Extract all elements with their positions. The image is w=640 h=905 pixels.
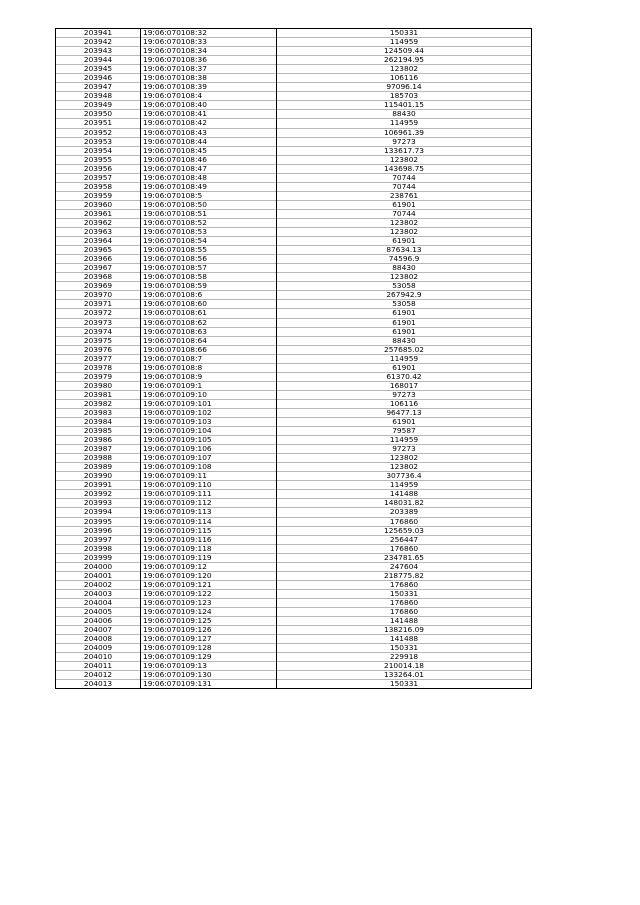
row-timestamp-cell: 19:06:070109:13 bbox=[141, 662, 277, 671]
row-id-cell: 203971 bbox=[56, 300, 141, 309]
row-id-cell: 204005 bbox=[56, 608, 141, 617]
row-timestamp-cell: 19:06:070108:39 bbox=[141, 83, 277, 92]
row-value-cell: 307736.4 bbox=[277, 472, 532, 481]
row-timestamp-cell: 19:06:070108:51 bbox=[141, 209, 277, 218]
row-id-cell: 203978 bbox=[56, 363, 141, 372]
table-row bbox=[56, 209, 532, 218]
row-value-cell: 106116 bbox=[277, 74, 532, 83]
row-id-cell: 203949 bbox=[56, 101, 141, 110]
row-id-cell: 204001 bbox=[56, 571, 141, 580]
row-value-cell: 176860 bbox=[277, 544, 532, 553]
row-value-cell: 79587 bbox=[277, 427, 532, 436]
row-value-cell: 267942.9 bbox=[277, 291, 532, 300]
row-timestamp-cell: 19:06:070109:126 bbox=[141, 626, 277, 635]
row-value-cell: 123802 bbox=[277, 218, 532, 227]
table-row bbox=[56, 137, 532, 146]
row-value-cell: 262194.95 bbox=[277, 56, 532, 65]
row-id-cell: 204003 bbox=[56, 589, 141, 598]
row-timestamp-cell: 19:06:070109:105 bbox=[141, 436, 277, 445]
row-value-cell: 70744 bbox=[277, 173, 532, 182]
row-timestamp-cell: 19:06:070109:118 bbox=[141, 544, 277, 553]
row-id-cell: 203946 bbox=[56, 74, 141, 83]
row-timestamp-cell: 19:06:070109:116 bbox=[141, 535, 277, 544]
row-id-cell: 203955 bbox=[56, 155, 141, 164]
table-row bbox=[56, 218, 532, 227]
row-value-cell: 148031.82 bbox=[277, 499, 532, 508]
row-id-cell: 203948 bbox=[56, 92, 141, 101]
row-timestamp-cell: 19:06:070108:58 bbox=[141, 273, 277, 282]
row-timestamp-cell: 19:06:070108:7 bbox=[141, 354, 277, 363]
row-value-cell: 106961.39 bbox=[277, 128, 532, 137]
row-id-cell: 203957 bbox=[56, 173, 141, 182]
table-row bbox=[56, 436, 532, 445]
row-timestamp-cell: 19:06:070109:114 bbox=[141, 517, 277, 526]
row-value-cell: 176860 bbox=[277, 608, 532, 617]
table-row bbox=[56, 74, 532, 83]
row-value-cell: 97273 bbox=[277, 137, 532, 146]
row-value-cell: 123802 bbox=[277, 155, 532, 164]
row-timestamp-cell: 19:06:070108:52 bbox=[141, 218, 277, 227]
table-row bbox=[56, 164, 532, 173]
row-id-cell: 203954 bbox=[56, 146, 141, 155]
row-value-cell: 88430 bbox=[277, 336, 532, 345]
table-row bbox=[56, 255, 532, 264]
row-timestamp-cell: 19:06:070108:60 bbox=[141, 300, 277, 309]
table-row bbox=[56, 228, 532, 237]
row-timestamp-cell: 19:06:070108:42 bbox=[141, 119, 277, 128]
row-timestamp-cell: 19:06:070109:104 bbox=[141, 427, 277, 436]
row-timestamp-cell: 19:06:070108:47 bbox=[141, 164, 277, 173]
row-id-cell: 203970 bbox=[56, 291, 141, 300]
table-row bbox=[56, 481, 532, 490]
table-row bbox=[56, 246, 532, 255]
row-value-cell: 141488 bbox=[277, 617, 532, 626]
row-id-cell: 203998 bbox=[56, 544, 141, 553]
row-timestamp-cell: 19:06:070109:108 bbox=[141, 463, 277, 472]
data-table bbox=[55, 28, 532, 689]
table-row bbox=[56, 237, 532, 246]
row-id-cell: 203972 bbox=[56, 309, 141, 318]
row-id-cell: 203951 bbox=[56, 119, 141, 128]
row-id-cell: 203953 bbox=[56, 137, 141, 146]
table-row bbox=[56, 580, 532, 589]
row-timestamp-cell: 19:06:070108:57 bbox=[141, 264, 277, 273]
row-value-cell: 114959 bbox=[277, 436, 532, 445]
row-timestamp-cell: 19:06:070108:37 bbox=[141, 65, 277, 74]
row-id-cell: 203983 bbox=[56, 408, 141, 417]
row-timestamp-cell: 19:06:070108:48 bbox=[141, 173, 277, 182]
table-row bbox=[56, 363, 532, 372]
table-row bbox=[56, 399, 532, 408]
row-id-cell: 204000 bbox=[56, 562, 141, 571]
row-timestamp-cell: 19:06:070109:107 bbox=[141, 454, 277, 463]
row-id-cell: 203997 bbox=[56, 535, 141, 544]
data-sheet bbox=[55, 28, 531, 689]
table-row bbox=[56, 119, 532, 128]
row-id-cell: 203977 bbox=[56, 354, 141, 363]
table-row bbox=[56, 173, 532, 182]
row-id-cell: 203952 bbox=[56, 128, 141, 137]
table-row bbox=[56, 38, 532, 47]
row-timestamp-cell: 19:06:070108:38 bbox=[141, 74, 277, 83]
table-row bbox=[56, 273, 532, 282]
row-timestamp-cell: 19:06:070109:125 bbox=[141, 617, 277, 626]
row-value-cell: 87634.13 bbox=[277, 246, 532, 255]
row-id-cell: 203960 bbox=[56, 200, 141, 209]
row-value-cell: 61901 bbox=[277, 418, 532, 427]
row-timestamp-cell: 19:06:070108:64 bbox=[141, 336, 277, 345]
table-row bbox=[56, 517, 532, 526]
row-value-cell: 176860 bbox=[277, 517, 532, 526]
row-id-cell: 203992 bbox=[56, 490, 141, 499]
row-timestamp-cell: 19:06:070108:66 bbox=[141, 345, 277, 354]
table-row bbox=[56, 499, 532, 508]
row-id-cell: 203969 bbox=[56, 282, 141, 291]
row-timestamp-cell: 19:06:070108:34 bbox=[141, 47, 277, 56]
row-value-cell: 53058 bbox=[277, 282, 532, 291]
table-row bbox=[56, 408, 532, 417]
row-id-cell: 203991 bbox=[56, 481, 141, 490]
row-id-cell: 203987 bbox=[56, 445, 141, 454]
row-value-cell: 238761 bbox=[277, 191, 532, 200]
table-row bbox=[56, 354, 532, 363]
table-row bbox=[56, 463, 532, 472]
table-row bbox=[56, 472, 532, 481]
row-id-cell: 203985 bbox=[56, 427, 141, 436]
row-id-cell: 203995 bbox=[56, 517, 141, 526]
row-id-cell: 203984 bbox=[56, 418, 141, 427]
table-row bbox=[56, 427, 532, 436]
row-timestamp-cell: 19:06:070108:56 bbox=[141, 255, 277, 264]
row-value-cell: 133617.73 bbox=[277, 146, 532, 155]
row-timestamp-cell: 19:06:070109:11 bbox=[141, 472, 277, 481]
row-id-cell: 203996 bbox=[56, 526, 141, 535]
row-timestamp-cell: 19:06:070109:12 bbox=[141, 562, 277, 571]
table-row bbox=[56, 626, 532, 635]
row-timestamp-cell: 19:06:070109:127 bbox=[141, 635, 277, 644]
row-value-cell: 150331 bbox=[277, 680, 532, 689]
table-row bbox=[56, 155, 532, 164]
row-id-cell: 203982 bbox=[56, 399, 141, 408]
table-row bbox=[56, 110, 532, 119]
table-row bbox=[56, 381, 532, 390]
row-value-cell: 123802 bbox=[277, 463, 532, 472]
row-timestamp-cell: 19:06:070108:50 bbox=[141, 200, 277, 209]
table-row bbox=[56, 101, 532, 110]
table-row bbox=[56, 372, 532, 381]
row-timestamp-cell: 19:06:070109:111 bbox=[141, 490, 277, 499]
table-row bbox=[56, 644, 532, 653]
table-row bbox=[56, 47, 532, 56]
row-timestamp-cell: 19:06:070108:49 bbox=[141, 182, 277, 191]
row-id-cell: 203944 bbox=[56, 56, 141, 65]
row-id-cell: 203959 bbox=[56, 191, 141, 200]
table-row bbox=[56, 680, 532, 689]
row-id-cell: 203990 bbox=[56, 472, 141, 481]
table-row bbox=[56, 571, 532, 580]
row-value-cell: 88430 bbox=[277, 264, 532, 273]
row-value-cell: 150331 bbox=[277, 29, 532, 38]
row-id-cell: 204013 bbox=[56, 680, 141, 689]
table-row bbox=[56, 662, 532, 671]
row-value-cell: 150331 bbox=[277, 644, 532, 653]
row-id-cell: 203941 bbox=[56, 29, 141, 38]
row-id-cell: 203943 bbox=[56, 47, 141, 56]
table-row bbox=[56, 336, 532, 345]
table-row bbox=[56, 128, 532, 137]
row-id-cell: 204010 bbox=[56, 653, 141, 662]
table-row bbox=[56, 182, 532, 191]
table-row bbox=[56, 671, 532, 680]
row-value-cell: 125659.03 bbox=[277, 526, 532, 535]
row-timestamp-cell: 19:06:070108:32 bbox=[141, 29, 277, 38]
row-timestamp-cell: 19:06:070108:55 bbox=[141, 246, 277, 255]
row-timestamp-cell: 19:06:070108:45 bbox=[141, 146, 277, 155]
row-timestamp-cell: 19:06:070109:110 bbox=[141, 481, 277, 490]
table-row bbox=[56, 635, 532, 644]
row-value-cell: 97273 bbox=[277, 445, 532, 454]
row-value-cell: 256447 bbox=[277, 535, 532, 544]
row-id-cell: 203999 bbox=[56, 553, 141, 562]
row-id-cell: 204004 bbox=[56, 598, 141, 607]
row-value-cell: 138216.09 bbox=[277, 626, 532, 635]
table-row bbox=[56, 309, 532, 318]
table-row bbox=[56, 418, 532, 427]
row-timestamp-cell: 19:06:070109:102 bbox=[141, 408, 277, 417]
row-value-cell: 123802 bbox=[277, 65, 532, 74]
row-value-cell: 115401.15 bbox=[277, 101, 532, 110]
row-id-cell: 203994 bbox=[56, 508, 141, 517]
row-timestamp-cell: 19:06:070108:63 bbox=[141, 327, 277, 336]
row-timestamp-cell: 19:06:070109:122 bbox=[141, 589, 277, 598]
row-value-cell: 124509.44 bbox=[277, 47, 532, 56]
row-value-cell: 61901 bbox=[277, 318, 532, 327]
row-timestamp-cell: 19:06:070108:8 bbox=[141, 363, 277, 372]
row-id-cell: 203965 bbox=[56, 246, 141, 255]
row-value-cell: 229918 bbox=[277, 653, 532, 662]
table-row bbox=[56, 445, 532, 454]
row-id-cell: 204012 bbox=[56, 671, 141, 680]
row-timestamp-cell: 19:06:070109:10 bbox=[141, 390, 277, 399]
row-timestamp-cell: 19:06:070108:62 bbox=[141, 318, 277, 327]
table-row bbox=[56, 653, 532, 662]
row-timestamp-cell: 19:06:070108:33 bbox=[141, 38, 277, 47]
table-row bbox=[56, 390, 532, 399]
row-value-cell: 97096.14 bbox=[277, 83, 532, 92]
row-timestamp-cell: 19:06:070109:129 bbox=[141, 653, 277, 662]
row-value-cell: 114959 bbox=[277, 119, 532, 128]
row-value-cell: 70744 bbox=[277, 209, 532, 218]
row-value-cell: 61901 bbox=[277, 327, 532, 336]
row-value-cell: 168017 bbox=[277, 381, 532, 390]
row-id-cell: 203981 bbox=[56, 390, 141, 399]
table-row bbox=[56, 617, 532, 626]
row-value-cell: 141488 bbox=[277, 635, 532, 644]
row-timestamp-cell: 19:06:070108:41 bbox=[141, 110, 277, 119]
table-row bbox=[56, 553, 532, 562]
row-id-cell: 203947 bbox=[56, 83, 141, 92]
row-id-cell: 203993 bbox=[56, 499, 141, 508]
row-timestamp-cell: 19:06:070108:4 bbox=[141, 92, 277, 101]
row-id-cell: 204011 bbox=[56, 662, 141, 671]
table-row bbox=[56, 526, 532, 535]
row-timestamp-cell: 19:06:070108:6 bbox=[141, 291, 277, 300]
row-id-cell: 203966 bbox=[56, 255, 141, 264]
row-timestamp-cell: 19:06:070108:44 bbox=[141, 137, 277, 146]
row-value-cell: 185703 bbox=[277, 92, 532, 101]
row-value-cell: 123802 bbox=[277, 273, 532, 282]
row-id-cell: 203976 bbox=[56, 345, 141, 354]
row-timestamp-cell: 19:06:070109:119 bbox=[141, 553, 277, 562]
row-id-cell: 203968 bbox=[56, 273, 141, 282]
table-row bbox=[56, 608, 532, 617]
row-value-cell: 247604 bbox=[277, 562, 532, 571]
row-value-cell: 61901 bbox=[277, 200, 532, 209]
row-timestamp-cell: 19:06:070108:43 bbox=[141, 128, 277, 137]
row-timestamp-cell: 19:06:070108:54 bbox=[141, 237, 277, 246]
row-value-cell: 53058 bbox=[277, 300, 532, 309]
row-value-cell: 61901 bbox=[277, 363, 532, 372]
table-row bbox=[56, 589, 532, 598]
row-id-cell: 203956 bbox=[56, 164, 141, 173]
row-value-cell: 106116 bbox=[277, 399, 532, 408]
table-row bbox=[56, 535, 532, 544]
row-timestamp-cell: 19:06:070109:113 bbox=[141, 508, 277, 517]
row-id-cell: 203962 bbox=[56, 218, 141, 227]
row-timestamp-cell: 19:06:070108:59 bbox=[141, 282, 277, 291]
row-value-cell: 123802 bbox=[277, 228, 532, 237]
row-timestamp-cell: 19:06:070109:130 bbox=[141, 671, 277, 680]
table-row bbox=[56, 200, 532, 209]
row-timestamp-cell: 19:06:070109:112 bbox=[141, 499, 277, 508]
row-id-cell: 204002 bbox=[56, 580, 141, 589]
row-timestamp-cell: 19:06:070108:40 bbox=[141, 101, 277, 110]
row-value-cell: 88430 bbox=[277, 110, 532, 119]
row-timestamp-cell: 19:06:070109:131 bbox=[141, 680, 277, 689]
row-timestamp-cell: 19:06:070108:46 bbox=[141, 155, 277, 164]
row-timestamp-cell: 19:06:070109:123 bbox=[141, 598, 277, 607]
row-id-cell: 203942 bbox=[56, 38, 141, 47]
table-row bbox=[56, 598, 532, 607]
row-timestamp-cell: 19:06:070109:121 bbox=[141, 580, 277, 589]
row-id-cell: 204008 bbox=[56, 635, 141, 644]
row-id-cell: 204006 bbox=[56, 617, 141, 626]
row-value-cell: 133264.01 bbox=[277, 671, 532, 680]
table-row bbox=[56, 29, 532, 38]
row-value-cell: 123802 bbox=[277, 454, 532, 463]
row-value-cell: 61370.42 bbox=[277, 372, 532, 381]
table-row bbox=[56, 282, 532, 291]
row-value-cell: 150331 bbox=[277, 589, 532, 598]
table-row bbox=[56, 56, 532, 65]
row-timestamp-cell: 19:06:070109:103 bbox=[141, 418, 277, 427]
row-value-cell: 74596.9 bbox=[277, 255, 532, 264]
row-timestamp-cell: 19:06:070109:124 bbox=[141, 608, 277, 617]
row-id-cell: 204009 bbox=[56, 644, 141, 653]
row-timestamp-cell: 19:06:070108:61 bbox=[141, 309, 277, 318]
row-id-cell: 203975 bbox=[56, 336, 141, 345]
row-value-cell: 257685.02 bbox=[277, 345, 532, 354]
row-value-cell: 141488 bbox=[277, 490, 532, 499]
row-value-cell: 96477.13 bbox=[277, 408, 532, 417]
row-id-cell: 203986 bbox=[56, 436, 141, 445]
row-id-cell: 204007 bbox=[56, 626, 141, 635]
row-timestamp-cell: 19:06:070108:9 bbox=[141, 372, 277, 381]
row-timestamp-cell: 19:06:070109:1 bbox=[141, 381, 277, 390]
row-id-cell: 203979 bbox=[56, 372, 141, 381]
row-value-cell: 143698.75 bbox=[277, 164, 532, 173]
table-row bbox=[56, 65, 532, 74]
row-id-cell: 203988 bbox=[56, 454, 141, 463]
row-value-cell: 234781.65 bbox=[277, 553, 532, 562]
row-timestamp-cell: 19:06:070108:5 bbox=[141, 191, 277, 200]
row-id-cell: 203964 bbox=[56, 237, 141, 246]
row-value-cell: 70744 bbox=[277, 182, 532, 191]
row-value-cell: 61901 bbox=[277, 237, 532, 246]
row-value-cell: 97273 bbox=[277, 390, 532, 399]
row-id-cell: 203945 bbox=[56, 65, 141, 74]
row-timestamp-cell: 19:06:070108:53 bbox=[141, 228, 277, 237]
table-row bbox=[56, 454, 532, 463]
row-timestamp-cell: 19:06:070108:36 bbox=[141, 56, 277, 65]
row-timestamp-cell: 19:06:070109:106 bbox=[141, 445, 277, 454]
table-body bbox=[56, 29, 532, 689]
table-row bbox=[56, 264, 532, 273]
table-row bbox=[56, 345, 532, 354]
table-row bbox=[56, 83, 532, 92]
table-row bbox=[56, 544, 532, 553]
table-row bbox=[56, 318, 532, 327]
row-value-cell: 114959 bbox=[277, 481, 532, 490]
table-row bbox=[56, 146, 532, 155]
row-value-cell: 114959 bbox=[277, 354, 532, 363]
row-timestamp-cell: 19:06:070109:120 bbox=[141, 571, 277, 580]
table-row bbox=[56, 300, 532, 309]
row-id-cell: 203950 bbox=[56, 110, 141, 119]
row-value-cell: 61901 bbox=[277, 309, 532, 318]
row-value-cell: 203389 bbox=[277, 508, 532, 517]
row-id-cell: 203961 bbox=[56, 209, 141, 218]
row-value-cell: 176860 bbox=[277, 580, 532, 589]
row-id-cell: 203974 bbox=[56, 327, 141, 336]
row-id-cell: 203967 bbox=[56, 264, 141, 273]
table-row bbox=[56, 327, 532, 336]
row-timestamp-cell: 19:06:070109:101 bbox=[141, 399, 277, 408]
row-id-cell: 203958 bbox=[56, 182, 141, 191]
row-value-cell: 218775.82 bbox=[277, 571, 532, 580]
row-id-cell: 203973 bbox=[56, 318, 141, 327]
row-timestamp-cell: 19:06:070109:115 bbox=[141, 526, 277, 535]
row-value-cell: 210014.18 bbox=[277, 662, 532, 671]
table-row bbox=[56, 490, 532, 499]
row-value-cell: 114959 bbox=[277, 38, 532, 47]
table-row bbox=[56, 562, 532, 571]
table-row bbox=[56, 291, 532, 300]
table-row bbox=[56, 508, 532, 517]
row-id-cell: 203963 bbox=[56, 228, 141, 237]
row-timestamp-cell: 19:06:070109:128 bbox=[141, 644, 277, 653]
row-value-cell: 176860 bbox=[277, 598, 532, 607]
row-id-cell: 203989 bbox=[56, 463, 141, 472]
table-row bbox=[56, 191, 532, 200]
row-id-cell: 203980 bbox=[56, 381, 141, 390]
table-row bbox=[56, 92, 532, 101]
